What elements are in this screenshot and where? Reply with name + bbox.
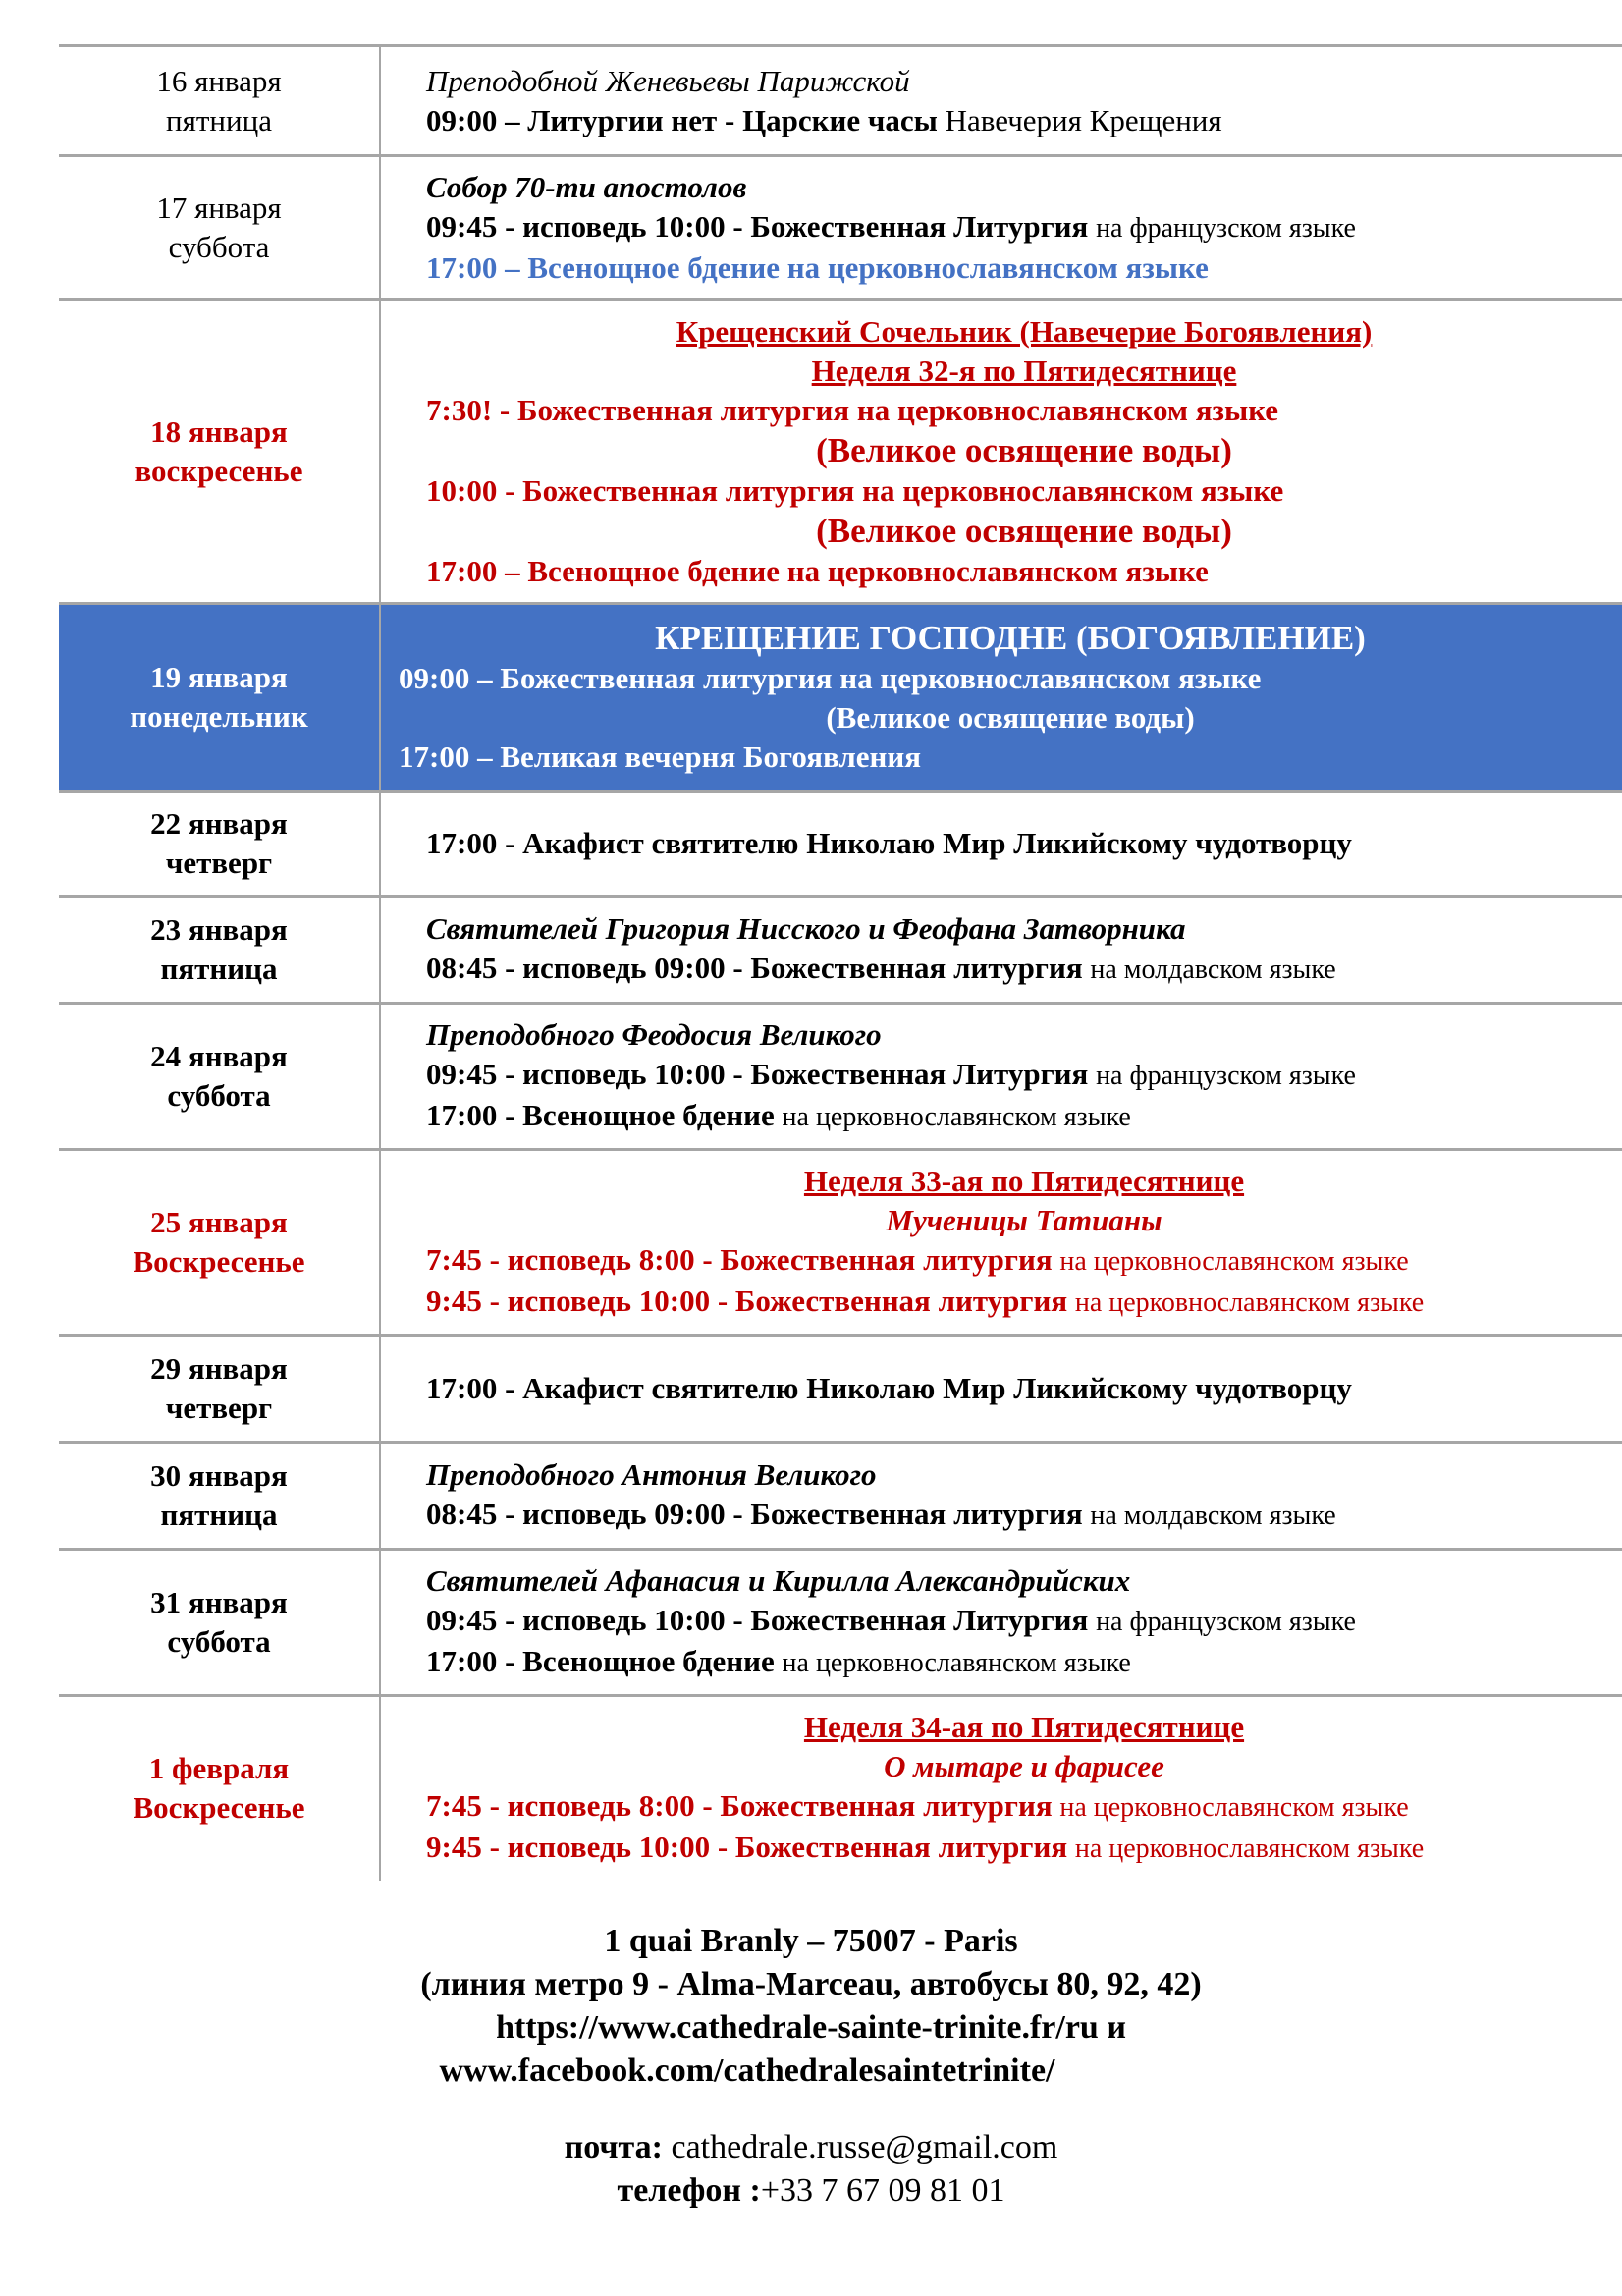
date-cell <box>59 897 380 1004</box>
schedule-row <box>59 156 1622 300</box>
service-line <box>426 1601 1622 1642</box>
email-line <box>0 2126 1622 2169</box>
schedule-row <box>59 1443 1622 1550</box>
sunday-title: Неделя 34-ая по Пятидесятнице <box>803 1710 1245 1745</box>
date: 1 февраля <box>148 1751 290 1786</box>
schedule-table <box>59 44 1622 1881</box>
schedule-row <box>59 1004 1622 1150</box>
service-cell <box>380 897 1622 1004</box>
schedule-row <box>59 604 1622 792</box>
phone-label: телефон : <box>617 2172 761 2209</box>
water-blessing: (Великое освящение воды) <box>826 700 1195 735</box>
service-note: на церковнославянском языке <box>1059 1792 1409 1824</box>
feast-title: Мученицы Татианы <box>886 1203 1162 1237</box>
service-line <box>426 1495 1622 1536</box>
service-cell <box>380 1550 1622 1696</box>
feast-title: О мытаре и фарисее <box>884 1749 1164 1784</box>
service-time: 17:00 - Всенощное бдение <box>426 1098 775 1132</box>
service-time: 09:45 - исповедь 10:00 - Божественная Литургия <box>426 1057 1089 1091</box>
weekday: суббота <box>167 1078 271 1113</box>
service-line <box>426 101 1622 140</box>
service-line <box>426 1055 1622 1096</box>
service-time: 9:45 - исповедь 10:00 - Божественная литургия <box>426 1284 1068 1318</box>
service-time: 09:00 – Литургии нет - Царские часы <box>426 102 938 137</box>
sunday-title: Неделя 32-я по Пятидесятнице <box>811 353 1237 388</box>
date-cell <box>59 1550 380 1696</box>
service-note: на молдавском языке <box>1090 955 1336 985</box>
weekday: четверг <box>165 1391 273 1425</box>
date: 29 января <box>150 1351 288 1386</box>
phone-number: +33 7 67 09 81 01 <box>760 2172 1005 2209</box>
service-line <box>426 949 1622 990</box>
weekday: суббота <box>167 1624 271 1659</box>
service-note: на церковнославянском языке <box>1074 1833 1425 1865</box>
phone-line <box>0 2169 1622 2213</box>
date: 25 января <box>150 1205 288 1239</box>
weekday: Воскресенье <box>133 1244 305 1279</box>
service-cell <box>380 46 1622 156</box>
service-cell <box>380 1004 1622 1150</box>
service-note: на церковнославянском языке <box>1059 1246 1409 1277</box>
date-cell <box>59 792 380 897</box>
feast-title: Преподобной Женевьевы Парижской <box>426 63 910 98</box>
weekday: пятница <box>160 952 278 986</box>
service-cell <box>380 1696 1622 1881</box>
service-time: 9:45 - исповедь 10:00 - Божественная литургия <box>426 1830 1068 1865</box>
weekday: воскресенье <box>135 453 303 488</box>
service-note: Навечерия Крещения <box>945 102 1222 137</box>
email-label: почта: <box>564 2129 663 2165</box>
date: 17 января <box>156 190 282 225</box>
date-cell <box>59 1004 380 1150</box>
service-note: на французском языке <box>1096 1061 1356 1091</box>
date: 23 января <box>150 912 288 947</box>
email-link[interactable]: cathedrale.russe@gmail.com <box>671 2129 1058 2165</box>
service-note: на церковнославянском языке <box>782 1102 1131 1132</box>
date-cell <box>59 604 380 792</box>
water-blessing: (Великое освящение воды) <box>816 430 1232 469</box>
service-line: 09:00 – Божественная литургия на церковнославянском языке <box>399 661 1262 695</box>
water-blessing: (Великое освящение воды) <box>816 511 1232 550</box>
date-cell <box>59 300 380 604</box>
contact-footer <box>0 1920 1622 2213</box>
service-cell <box>380 604 1622 792</box>
service-line <box>426 1786 1622 1828</box>
service-line: 17:00 – Великая вечерня Богоявления <box>399 739 921 774</box>
weekday: четверг <box>165 846 273 880</box>
service-line: 7:30! - Божественная литургия на церковнославянском языке <box>426 392 1279 427</box>
weekday: пятница <box>160 1498 278 1532</box>
service-time: 08:45 - исповедь 09:00 - Божественная литургия <box>426 1497 1083 1531</box>
date-cell <box>59 1696 380 1881</box>
schedule-row <box>59 300 1622 604</box>
service-cell <box>380 1443 1622 1550</box>
service-note: на церковнославянском языке <box>1074 1287 1425 1318</box>
service-note: на церковнославянском языке <box>782 1648 1131 1678</box>
feast-title: КРЕЩЕНИЕ ГОСПОДНЕ (БОГОЯВЛЕНИЕ) <box>655 619 1366 657</box>
service-line <box>426 1282 1622 1323</box>
feast-title: Святителей Григория Нисского и Феофана Затворника <box>426 911 1186 946</box>
date: 19 января <box>150 660 288 694</box>
transport: (линия метро 9 - Alma-Marceau, автобусы 80, 92, 42) <box>420 1966 1202 2002</box>
weekday: суббота <box>168 229 270 264</box>
date-cell <box>59 1336 380 1443</box>
date: 16 января <box>156 63 282 98</box>
date-cell <box>59 46 380 156</box>
service-cell <box>380 300 1622 604</box>
service-line <box>426 1828 1622 1869</box>
weekday: пятница <box>166 102 272 137</box>
date: 31 января <box>150 1585 288 1619</box>
sunday-title: Неделя 33-ая по Пятидесятнице <box>803 1164 1245 1198</box>
feast-title: Святителей Афанасия и Кирилла Александрийских <box>426 1563 1131 1598</box>
schedule-row <box>59 1150 1622 1336</box>
service-cell <box>380 1336 1622 1443</box>
service-cell <box>380 156 1622 300</box>
feast-title: Преподобного Антония Великого <box>426 1457 877 1492</box>
date: 30 января <box>150 1458 288 1493</box>
service-note: на молдавском языке <box>1090 1501 1336 1531</box>
service-line: 17:00 – Всенощное бдение на церковнославянском языке <box>426 553 1209 588</box>
service-note: на французском языке <box>1096 1607 1356 1637</box>
service-time: 09:45 - исповедь 10:00 - Божественная Литургия <box>426 1603 1089 1637</box>
service-line <box>426 1642 1622 1683</box>
schedule-row <box>59 1696 1622 1881</box>
service-time: 09:45 - исповедь 10:00 - Божественная Литургия <box>426 208 1089 244</box>
date-cell <box>59 1150 380 1336</box>
schedule-row <box>59 897 1622 1004</box>
feast-title: Крещенский Сочельник (Навечерие Богоявления) <box>676 313 1373 349</box>
feast-title: Преподобного Феодосия Великого <box>426 1017 882 1052</box>
weekday: Воскресенье <box>133 1790 305 1826</box>
service-time: 08:45 - исповедь 09:00 - Божественная литургия <box>426 951 1083 985</box>
date-cell <box>59 156 380 300</box>
date: 24 января <box>150 1039 288 1073</box>
service-line <box>426 1096 1622 1137</box>
date: 18 января <box>150 413 288 449</box>
schedule-row <box>59 1336 1622 1443</box>
facebook-link[interactable]: www.facebook.com/cathedralesaintetrinite/ <box>439 2052 1055 2089</box>
feast-title: Собор 70-ти апостолов <box>426 169 747 204</box>
schedule-row <box>59 792 1622 897</box>
service-cell <box>380 792 1622 897</box>
service-time: 7:45 - исповедь 8:00 - Божественная литургия <box>426 1242 1053 1277</box>
service-line: 10:00 - Божественная литургия на церковнославянском языке <box>426 472 1284 508</box>
service-line <box>426 1240 1622 1282</box>
website-link[interactable]: https://www.cathedrale-sainte-trinite.fr/ru и <box>496 2009 1126 2046</box>
weekday: понедельник <box>130 699 308 734</box>
service-time: 7:45 - исповедь 8:00 - Божественная литургия <box>426 1788 1053 1824</box>
schedule-row <box>59 46 1622 156</box>
service-time: 17:00 - Всенощное бдение <box>426 1644 775 1678</box>
service-line <box>426 207 1622 248</box>
service-line: 17:00 - Акафист святителю Николаю Мир Ликийскому чудотворцу <box>426 1371 1352 1405</box>
service-line: 17:00 – Всенощное бдение на церковнославянском языке <box>426 249 1209 285</box>
service-line: 17:00 - Акафист святителю Николаю Мир Ликийскому чудотворцу <box>426 826 1352 860</box>
date: 22 января <box>150 806 288 841</box>
address: 1 quai Branly – 75007 - Paris <box>604 1923 1018 1959</box>
service-note: на французском языке <box>1096 212 1356 244</box>
service-cell <box>380 1150 1622 1336</box>
date-cell <box>59 1443 380 1550</box>
schedule-row <box>59 1550 1622 1696</box>
